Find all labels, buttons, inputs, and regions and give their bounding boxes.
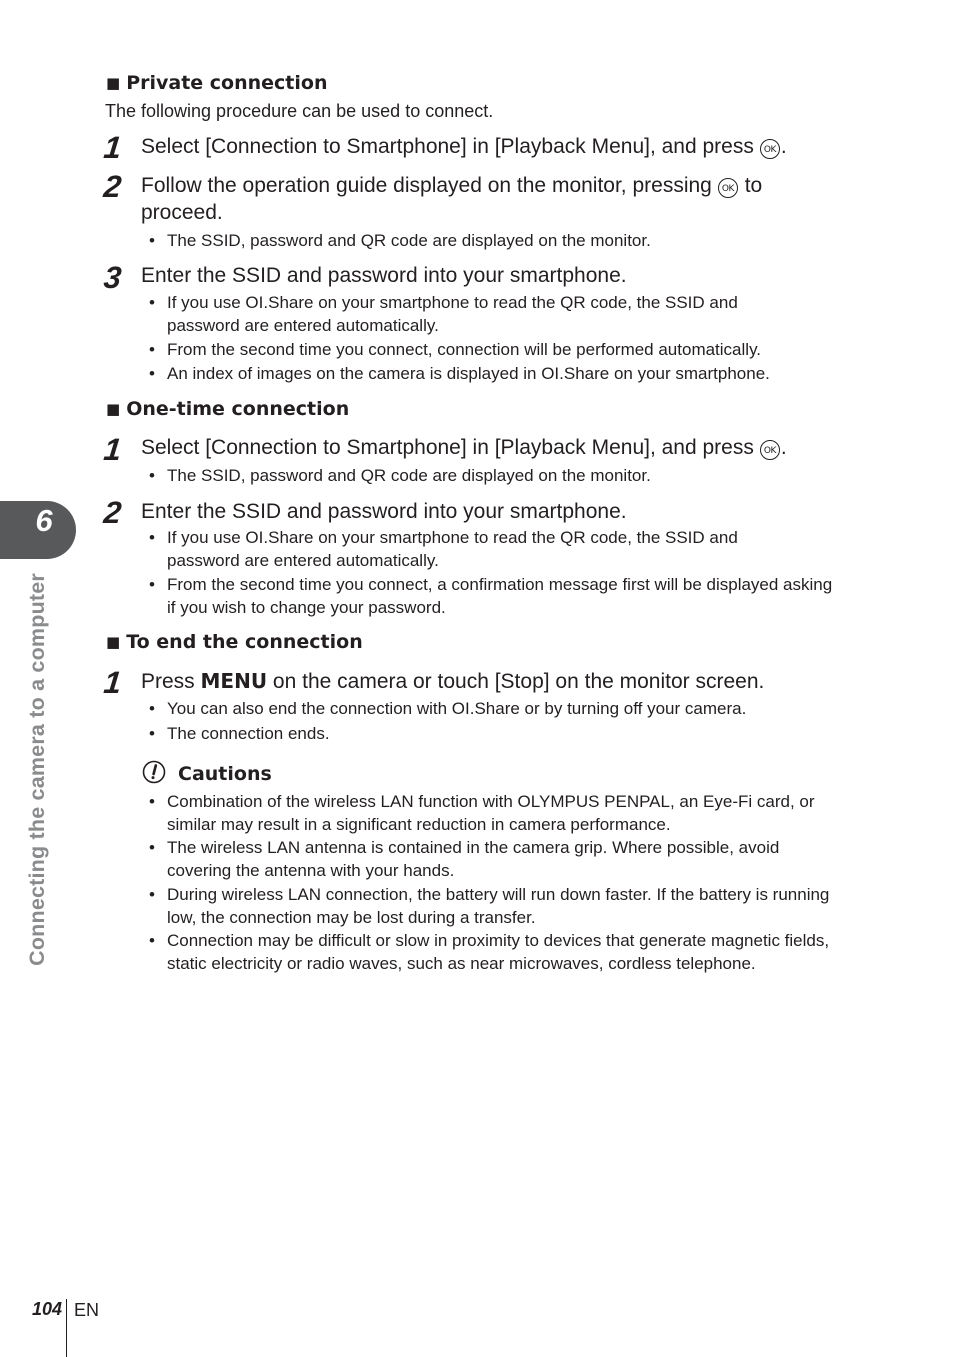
list-item: • You can also end the connection with OI.Share or by turning off your camera. (149, 699, 747, 718)
language-code: EN (74, 1300, 100, 1320)
page-number: 104 (32, 1299, 63, 1319)
list-item: • Combination of the wireless LAN function with OLYMPUS PENPAL, an Eye-Fi card, or similar may result in a significant reduction in camera performance. (149, 792, 815, 834)
step-number: 3 (102, 260, 124, 295)
caution-icon (142, 759, 168, 785)
step-number: 2 (102, 495, 124, 530)
step-text: Select [Connection to Smartphone] in [Playback Menu], and press OK . (141, 436, 787, 459)
step-text: Enter the SSID and password into your smartphone. (141, 500, 627, 523)
list-item: • The SSID, password and QR code are displayed on the monitor. (149, 231, 651, 250)
ok-button-icon: OK (760, 139, 780, 159)
list-item: • The SSID, password and QR code are displayed on the monitor. (149, 466, 651, 485)
ok-button-icon: OK (718, 178, 738, 198)
list-item: • The connection ends. (149, 724, 330, 743)
list-item: • If you use OI.Share on your smartphone to read the QR code, the SSID and password are entered automatically. (149, 528, 738, 570)
list-item: • An index of images on the camera is displayed in OI.Share on your smartphone. (149, 364, 770, 383)
list-item: • From the second time you connect, connection will be performed automatically. (149, 340, 762, 359)
step-number: 2 (102, 169, 124, 204)
list-item: • If you use OI.Share on your smartphone to read the QR code, the SSID and password are entered automatically. (149, 293, 738, 335)
section-heading-end: ■ To end the connection (106, 631, 363, 653)
list-item: • The wireless LAN antenna is contained in the camera grip. Where possible, avoid covering the antenna with your hands. (149, 838, 780, 880)
square-bullet-icon: ■ (106, 633, 121, 651)
section-heading-onetime: ■ One-time connection (106, 398, 350, 420)
intro-text: The following procedure can be used to connect. (105, 101, 494, 121)
cautions-heading: Cautions (178, 763, 272, 785)
step-number: 1 (102, 665, 124, 700)
list-item: • During wireless LAN connection, the battery will run down faster. If the battery is running low, the connection may be lost during a transfer. (149, 885, 830, 927)
step-text: Follow the operation guide displayed on the monitor, pressing OK to proceed. (141, 174, 763, 224)
square-bullet-icon: ■ (106, 400, 121, 418)
square-bullet-icon: ■ (106, 74, 121, 92)
step-text: Select [Connection to Smartphone] in [Playback Menu], and press OK . (141, 135, 787, 158)
footer-divider (66, 1299, 67, 1357)
step-number: 1 (102, 432, 124, 467)
list-item: • From the second time you connect, a confirmation message first will be displayed asking if you wish to change your password. (149, 575, 833, 617)
step-text: Press MENU on the camera or touch [Stop] on the monitor screen. (141, 669, 765, 693)
menu-button-label: MENU (200, 669, 268, 693)
ok-button-icon: OK (760, 440, 780, 460)
chapter-number: 6 (35, 503, 53, 538)
list-item: • Connection may be difficult or slow in proximity to devices that generate magnetic fields, static electricity or radio waves, such as near microwaves, cordless telephone. (149, 931, 830, 973)
step-number: 1 (102, 130, 124, 165)
section-heading-private: ■ Private connection (106, 72, 328, 94)
step-text: Enter the SSID and password into your smartphone. (141, 264, 627, 287)
